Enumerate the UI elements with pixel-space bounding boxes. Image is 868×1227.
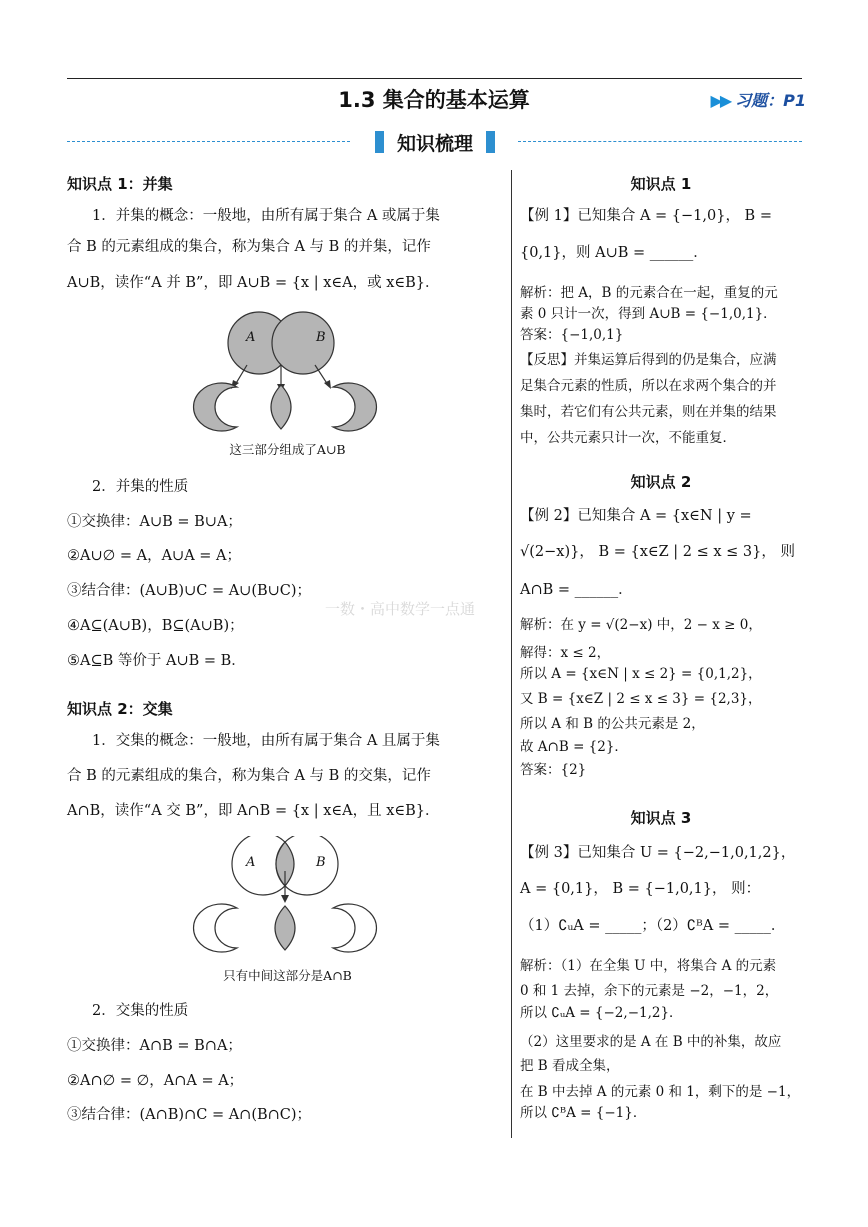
kp2-prop3: ③结合律：(A∩B)∩C = A∩(B∩C)； — [67, 1107, 312, 1123]
bar-icon — [486, 131, 495, 153]
ex2-solution-line1: 解析：在 y = √(2−x) 中，2 − x ≥ 0， — [520, 617, 762, 633]
kp1-prop3: ③结合律：(A∪B)∪C = A∪(B∪C)； — [67, 583, 312, 599]
section-heading — [360, 129, 510, 157]
column-divider — [511, 170, 512, 1138]
ex1-reflection-line2: 足集合元素的性质，所以在求两个集合的并 — [520, 378, 777, 394]
ex3-line1: 【例 3】已知集合 U = {−2,−1,0,1,2}， — [520, 845, 796, 861]
page-title: 1.3 集合的基本运算 — [338, 88, 530, 112]
ex3-solution-line4: （2）这里要求的是 A 在 B 中的补集，故应 — [520, 1034, 782, 1050]
kp2-prop2: ②A∩∅ = ∅，A∩A = A； — [67, 1073, 244, 1089]
ex2-line3: A∩B = ______． — [520, 582, 633, 598]
ex3-solution-line6: 在 B 中去掉 A 的元素 0 和 1，剩下的是 −1， — [520, 1084, 801, 1100]
venn1-label-b: B — [316, 330, 326, 345]
section-dash-left — [67, 141, 350, 142]
venn2-caption: 只有中间这部分是A∩B — [223, 968, 352, 983]
kp1-def-line3: A∪B，读作“A 并 B”，即 A∪B = {x | x∈A，或 x∈B}． — [67, 275, 440, 291]
ex1-reflection-line3: 集时，若它们有公共元素，则在并集的结果 — [520, 404, 777, 420]
ex2-solution-line5: 所以 A 和 B 的公共元素是 2， — [520, 716, 705, 732]
ex1-reflection-line1: 【反思】并集运算后得到的仍是集合，应满 — [520, 352, 777, 368]
kp2-def-line1: 1．交集的概念：一般地，由所有属于集合 A 且属于集 — [92, 733, 440, 749]
ex2-solution-line6: 故 A∩B = {2}． — [520, 739, 628, 755]
bar-icon — [375, 131, 384, 153]
ex1-solution-line2: 素 0 只计一次，得到 A∪B = {−1,0,1}． — [520, 306, 777, 322]
ex1-reflection-line4: 中，公共元素只计一次，不能重复． — [520, 430, 736, 446]
double-arrow-icon: ▶▶ — [710, 91, 730, 110]
kp1-prop4: ④A⊆(A∪B)，B⊆(A∪B)； — [67, 618, 244, 634]
venn1-caption: 这三部分组成了A∪B — [229, 442, 346, 457]
ex2-solution-line3: 所以 A = {x∈N | x ≤ 2} = {0,1,2}， — [520, 666, 762, 682]
r-kp3-heading: 知识点 3 — [630, 809, 692, 827]
watermark: 一数・高中数学一点通 — [325, 600, 476, 618]
ex3-line2: A = {0,1}， B = {−1,0,1}， 则： — [520, 881, 761, 897]
ex2-solution-line2: 解得：x ≤ 2， — [520, 645, 611, 661]
ex1-line1: 【例 1】已知集合 A = {−1,0}， B = — [520, 208, 772, 224]
kp1-title: 知识点 1：并集 — [67, 175, 173, 193]
ex3-solution-line1: 解析：（1）在全集 U 中，将集合 A 的元素 — [520, 958, 777, 974]
kp2-def-line2: 合 B 的元素组成的集合，称为集合 A 与 B 的交集，记作 — [67, 768, 431, 784]
kp1-prop5: ⑤A⊆B 等价于 A∪B = B． — [67, 653, 246, 669]
ex2-line1: 【例 2】已知集合 A = {x∈N | y = — [520, 508, 752, 524]
kp2-prop-title: 2．交集的性质 — [92, 1003, 189, 1019]
kp1-prop1: ①交换律：A∪B = B∪A； — [67, 514, 242, 530]
ex2-answer: 答案：{2} — [520, 762, 587, 778]
section-heading-label: 知识梳理 — [396, 133, 473, 155]
header-rule — [67, 78, 802, 79]
kp2-prop1: ①交换律：A∩B = B∩A； — [67, 1038, 242, 1054]
r-kp2-heading: 知识点 2 — [630, 473, 692, 491]
exercise-reference-label: 习题：P1 — [735, 91, 806, 110]
ex2-line2: √(2−x)}， B = {x∈Z | 2 ≤ x ≤ 3}， 则 — [520, 544, 795, 560]
kp1-prop2: ②A∪∅ = A，A∪A = A； — [67, 548, 242, 564]
venn1-label-a: A — [246, 330, 256, 345]
ex3-solution-line2: 0 和 1 去掉，余下的元素是 −2，−1，2， — [520, 983, 779, 999]
kp1-def-line2: 合 B 的元素组成的集合，称为集合 A 与 B 的并集，记作 — [67, 239, 431, 255]
venn2-label-a: A — [246, 855, 256, 870]
venn2-label-b: B — [316, 855, 326, 870]
ex2-solution-line4: 又 B = {x∈Z | 2 ≤ x ≤ 3} = {2,3}， — [520, 691, 762, 707]
kp2-def-line3: A∩B，读作“A 交 B”，即 A∩B = {x | x∈A，且 x∈B}． — [67, 803, 440, 819]
ex3-solution-line7: 所以 ∁ᴮA = {−1}． — [520, 1105, 647, 1121]
kp1-prop-title: 2．并集的性质 — [92, 479, 189, 495]
venn-intersection-diagram — [185, 836, 390, 966]
section-dash-right — [518, 141, 802, 142]
ex3-line3: （1）∁ᵤA = _____；（2）∁ᴮA = _____． — [520, 918, 786, 934]
ex3-solution-line3: 所以 ∁ᵤA = {−2,−1,2}． — [520, 1005, 683, 1021]
ex1-answer: 答案：{−1,0,1} — [520, 327, 624, 343]
ex3-solution-line5: 把 B 看成全集， — [520, 1058, 620, 1074]
r-kp1-heading: 知识点 1 — [630, 175, 692, 193]
exercise-reference — [711, 88, 806, 111]
kp1-def-line1: 1．并集的概念：一般地，由所有属于集合 A 或属于集 — [92, 208, 440, 224]
ex1-line2: {0,1}，则 A∪B = ______． — [520, 245, 708, 261]
kp2-title: 知识点 2：交集 — [67, 700, 173, 718]
ex1-solution-line1: 解析：把 A，B 的元素合在一起，重复的元 — [520, 285, 778, 301]
